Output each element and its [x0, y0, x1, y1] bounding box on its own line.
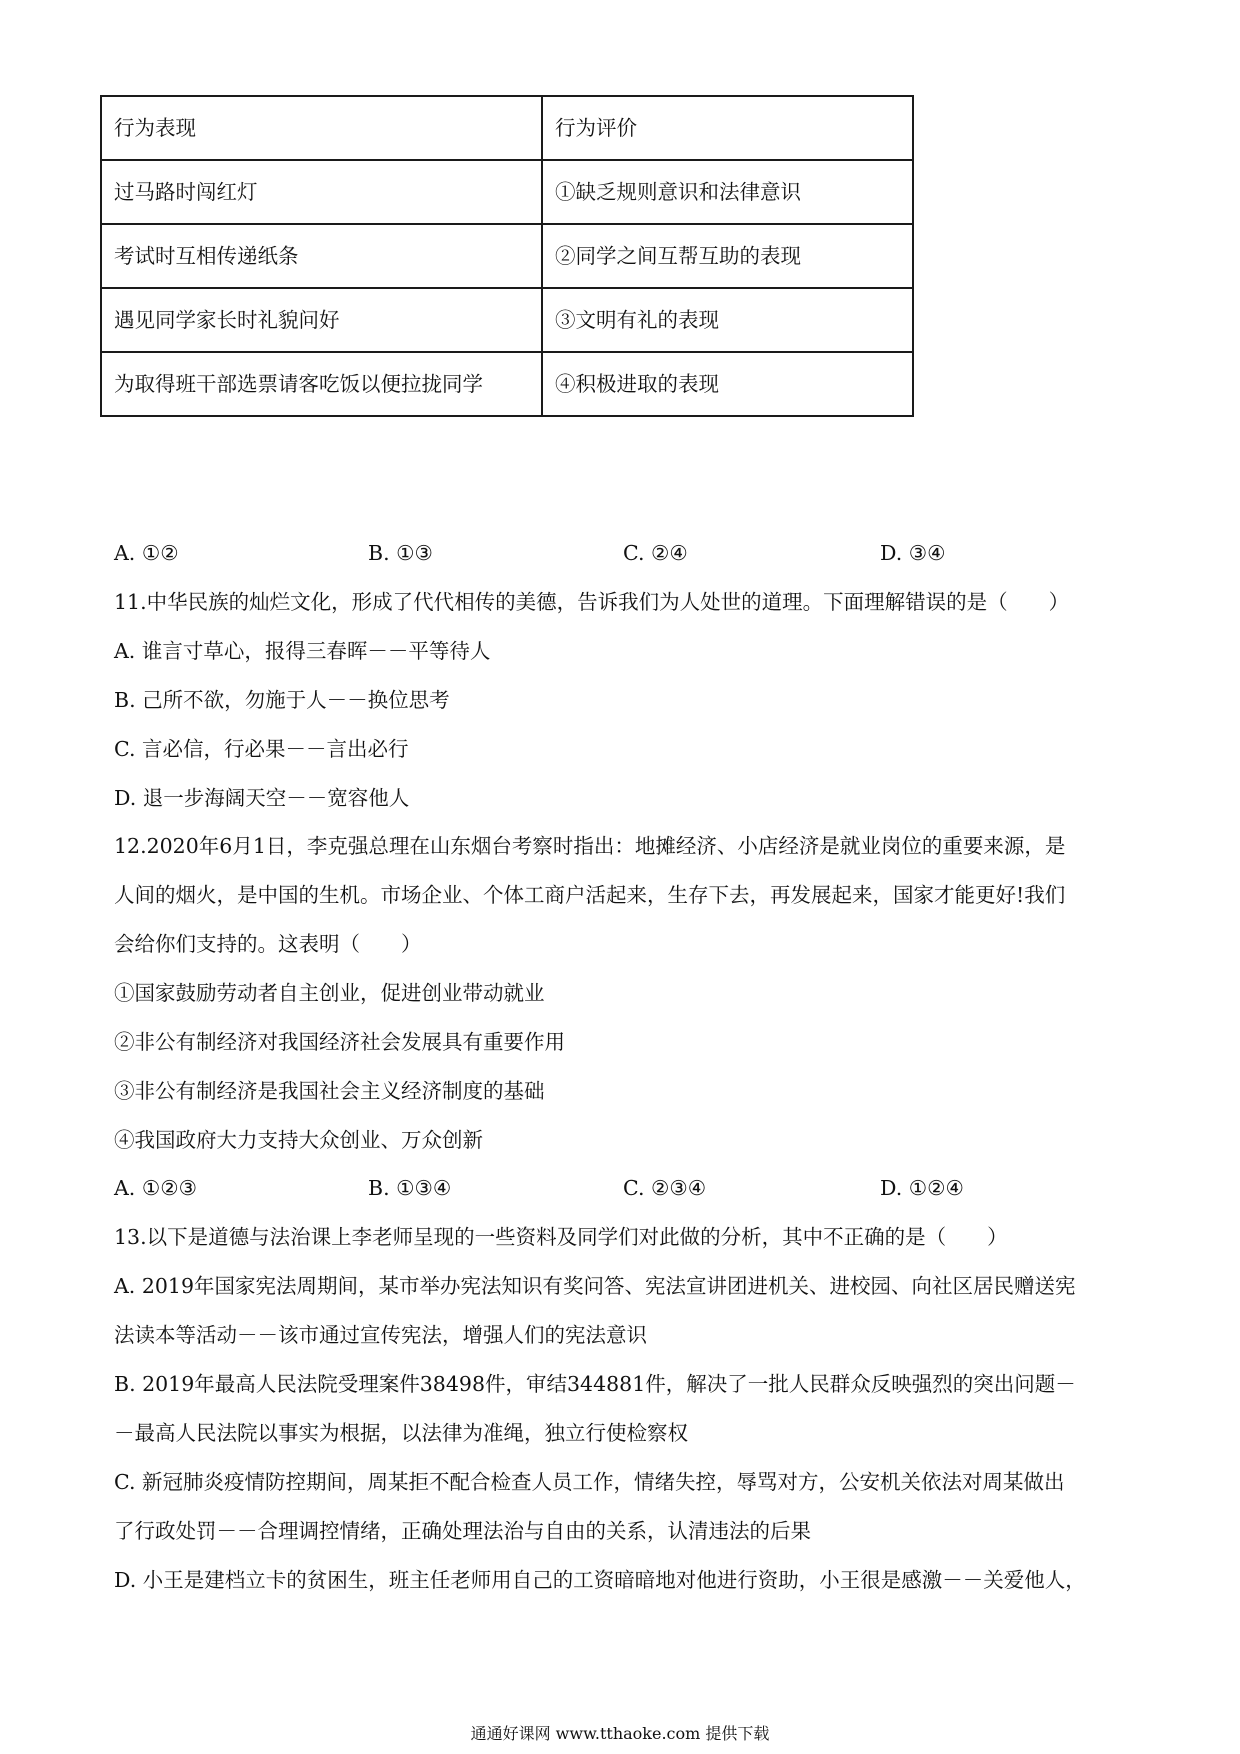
q12-statement: ④我国政府大力支持大众创业、万众创新 [114, 1128, 483, 1152]
q10-option-b: B. ①③ [368, 541, 433, 565]
q13-line: D. 小王是建档立卡的贫困生，班主任老师用自己的工资暗暗地对他进行资助，小王很是感激－－关爱他人， [114, 1568, 1086, 1592]
q10-option-d: D. ③④ [880, 541, 946, 565]
q13-line: 法读本等活动－－该市通过宣传宪法，增强人们的宪法意识 [114, 1323, 647, 1347]
table-header-cell: 行为表现 [101, 96, 542, 160]
behavior-evaluation-table [100, 95, 914, 417]
table-header-cell: 行为评价 [542, 96, 913, 160]
q13-stem: 13.以下是道德与法治课上李老师呈现的一些资料及同学们对此做的分析，其中不正确的是（ ） [114, 1225, 1008, 1249]
table-cell-behavior: 过马路时闯红灯 [101, 160, 542, 224]
q11-option-b: B. 己所不欲，勿施于人－－换位思考 [114, 688, 450, 712]
q12-option-a: A. ①②③ [114, 1176, 197, 1200]
table-row [101, 160, 913, 224]
q11-option-c: C. 言必信，行必果－－言出必行 [114, 737, 409, 761]
q13-line: 了行政处罚－－合理调控情绪，正确处理法治与自由的关系，认清违法的后果 [114, 1519, 811, 1543]
q12-statement: ②非公有制经济对我国经济社会发展具有重要作用 [114, 1030, 565, 1054]
q12-stem-line: 人间的烟火，是中国的生机。市场企业、个体工商户活起来，生存下去，再发展起来，国家才能更好!我们 [114, 883, 1066, 907]
q11-option-d: D. 退一步海阔天空－－宽容他人 [114, 786, 410, 810]
q12-option-b: B. ①③④ [368, 1176, 452, 1200]
table-row [101, 224, 913, 288]
q12-stem-line: 12.2020年6月1日，李克强总理在山东烟台考察时指出：地摊经济、小店经济是就业岗位的重要来源，是 [114, 834, 1066, 858]
table-header-row [101, 96, 913, 160]
q12-statement: ③非公有制经济是我国社会主义经济制度的基础 [114, 1079, 545, 1103]
table-cell-behavior: 遇见同学家长时礼貌问好 [101, 288, 542, 352]
table-cell-evaluation: ②同学之间互帮互助的表现 [542, 224, 913, 288]
q13-line: C. 新冠肺炎疫情防控期间，周某拒不配合检查人员工作，情绪失控，辱骂对方，公安机关依法对周某做出 [114, 1470, 1065, 1494]
q11-stem: 11.中华民族的灿烂文化，形成了代代相传的美德，告诉我们为人处世的道理。下面理解错误的是（ ） [114, 590, 1070, 614]
table-row [101, 352, 913, 416]
table-row [101, 288, 913, 352]
q13-line: －最高人民法院以事实为根据，以法律为准绳，独立行使检察权 [114, 1421, 688, 1445]
table-cell-evaluation: ①缺乏规则意识和法律意识 [542, 160, 913, 224]
q10-option-c: C. ②④ [623, 541, 688, 565]
q12-option-d: D. ①②④ [880, 1176, 964, 1200]
q12-stem-line: 会给你们支持的。这表明（ ） [114, 932, 422, 956]
table-cell-evaluation: ④积极进取的表现 [542, 352, 913, 416]
q12-option-c: C. ②③④ [623, 1176, 707, 1200]
table-cell-evaluation: ③文明有礼的表现 [542, 288, 913, 352]
page-footer: 通通好课网 www.tthaoke.com 提供下载 [470, 1724, 770, 1743]
q13-line: A. 2019年国家宪法周期间，某市举办宪法知识有奖问答、宪法宣讲团进机关、进校园、向社区居民赠送宪 [114, 1274, 1076, 1298]
q10-option-a: A. ①② [114, 541, 179, 565]
table-cell-behavior: 为取得班干部选票请客吃饭以便拉拢同学 [101, 352, 542, 416]
q12-statement: ①国家鼓励劳动者自主创业，促进创业带动就业 [114, 981, 545, 1005]
q13-line: B. 2019年最高人民法院受理案件38498件，审结344881件，解决了一批人民群众反映强烈的突出问题－ [114, 1372, 1076, 1396]
table-cell-behavior: 考试时互相传递纸条 [101, 224, 542, 288]
q11-option-a: A. 谁言寸草心，报得三春晖－－平等待人 [114, 639, 491, 663]
